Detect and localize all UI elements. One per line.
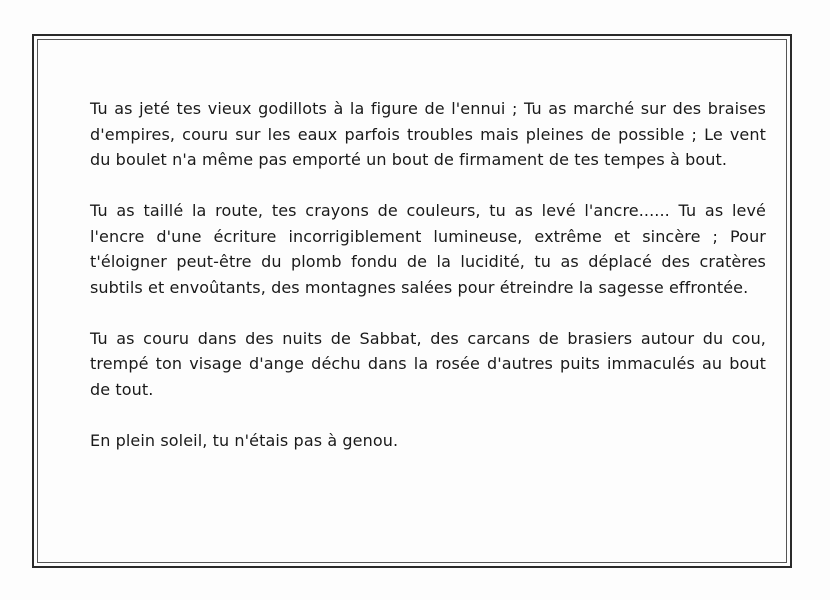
paragraph-1: Tu as jeté tes vieux godillots à la figure de l'ennui ; Tu as marché sur des braises d'empires, couru sur les eaux parfois troubles mais pleines de possible ; Le vent du boulet n'a même pas emporté un bout de firmament de tes tempes à bout. bbox=[90, 99, 766, 169]
poem-text-block bbox=[90, 96, 766, 453]
page-border-frame bbox=[32, 34, 792, 568]
paragraph-3: Tu as couru dans des nuits de Sabbat, des carcans de brasiers autour du cou, trempé ton visage d'ange déchu dans la rosée d'autres puits immaculés au bout de tout. bbox=[90, 328, 766, 399]
paragraph-4: En plein soleil, tu n'étais pas à genou. bbox=[90, 430, 399, 450]
paragraph-2: Tu as taillé la route, tes crayons de couleurs, tu as levé l'ancre...... Tu as levé l'encre d'une écriture incorrigiblement lumineuse, extrême et sincère ; Pour t'éloigner peut-être du plomb fondu de la lucidité, tu as déplacé des cratères subtils et envoûtants, des montagnes salées pour étreindre la sagesse effrontée. bbox=[90, 201, 766, 297]
